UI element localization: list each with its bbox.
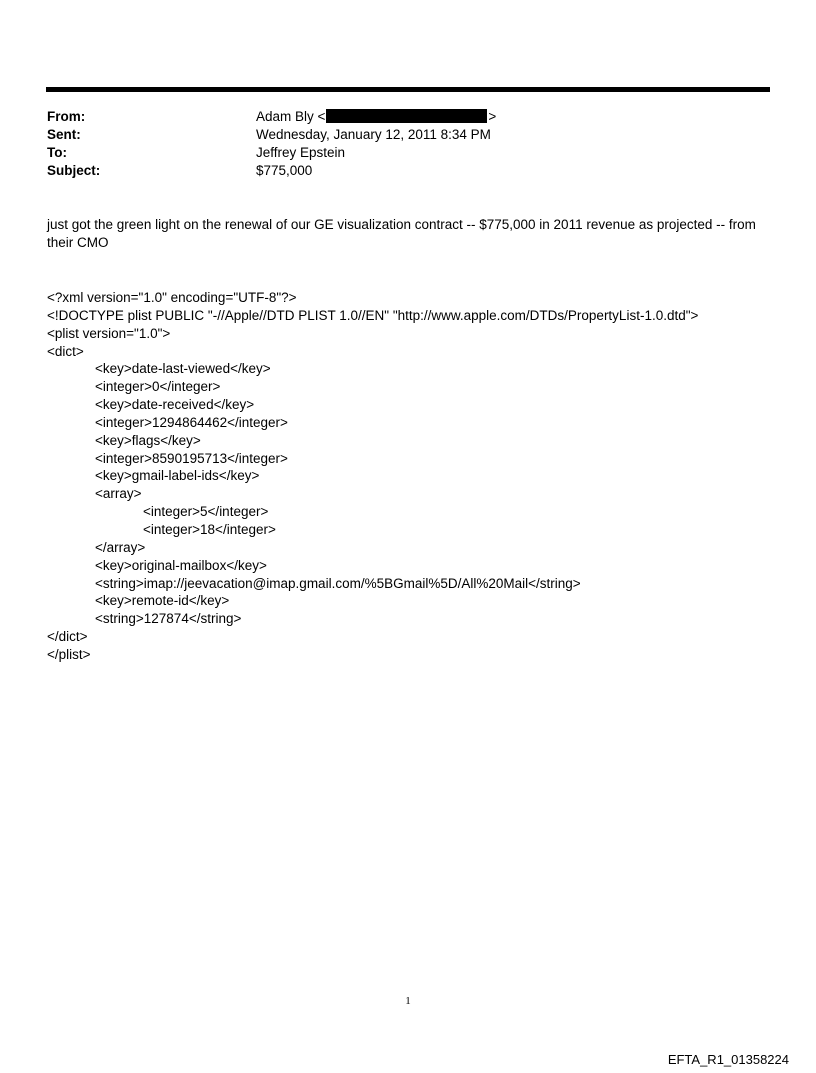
xml-line: <?xml version="1.0" encoding="UTF-8"?> [47, 290, 297, 305]
xml-line: </plist> [47, 646, 91, 662]
redaction-block [326, 109, 487, 123]
xml-line: <integer>1294864462</integer> [95, 414, 288, 430]
xml-plist-block [47, 289, 787, 664]
xml-line: <array> [95, 486, 142, 502]
header-to-value: Jeffrey Epstein [256, 145, 346, 160]
xml-line: <dict> [47, 343, 84, 359]
header-sent-label: Sent: [47, 127, 81, 142]
sender-email-close: > [488, 109, 497, 124]
xml-line: <!DOCTYPE plist PUBLIC "-//Apple//DTD PLIST 1.0//EN" "http://www.apple.com/DTDs/PropertyList-1.0.dtd"> [47, 307, 699, 323]
header-subject [47, 162, 767, 180]
xml-line: </dict> [47, 629, 88, 645]
xml-line: <string>127874</string> [95, 611, 242, 627]
page-number: 1 [405, 995, 411, 1007]
xml-line: <key>date-received</key> [95, 397, 255, 413]
xml-line: </array> [95, 539, 146, 555]
header-to [47, 144, 767, 162]
xml-line: <integer>5</integer> [143, 504, 269, 520]
header-from-value [256, 108, 767, 126]
header-to-label: To: [47, 145, 67, 160]
sender-name: Adam Bly < [256, 109, 326, 124]
xml-line: <integer>0</integer> [95, 379, 221, 395]
header-from [47, 108, 767, 126]
xml-line: <integer>8590195713</integer> [95, 450, 288, 466]
header-subject-label: Subject: [47, 163, 101, 178]
header-divider [46, 87, 770, 92]
xml-line: <key>remote-id</key> [95, 593, 230, 609]
header-subject-value: $775,000 [256, 163, 313, 178]
header-sent [47, 126, 767, 144]
header-sent-value: Wednesday, January 12, 2011 8:34 PM [256, 127, 491, 142]
xml-line: <plist version="1.0"> [47, 325, 171, 341]
xml-line: <key>flags</key> [95, 432, 201, 448]
xml-line: <key>original-mailbox</key> [95, 557, 267, 573]
email-body: just got the green light on the renewal of our GE visualization contract -- $775,000 in 2011 revenue as projected -- from their CMO [47, 217, 756, 250]
email-headers [47, 108, 767, 180]
header-from-label: From: [47, 109, 86, 124]
xml-line: <key>gmail-label-ids</key> [95, 468, 260, 484]
document-id: EFTA_R1_01358224 [667, 1052, 789, 1067]
xml-line: <integer>18</integer> [143, 521, 276, 537]
xml-line: <string>imap://jeevacation@imap.gmail.com/%5BGmail%5D/All%20Mail</string> [95, 575, 581, 591]
xml-line: <key>date-last-viewed</key> [95, 361, 271, 377]
